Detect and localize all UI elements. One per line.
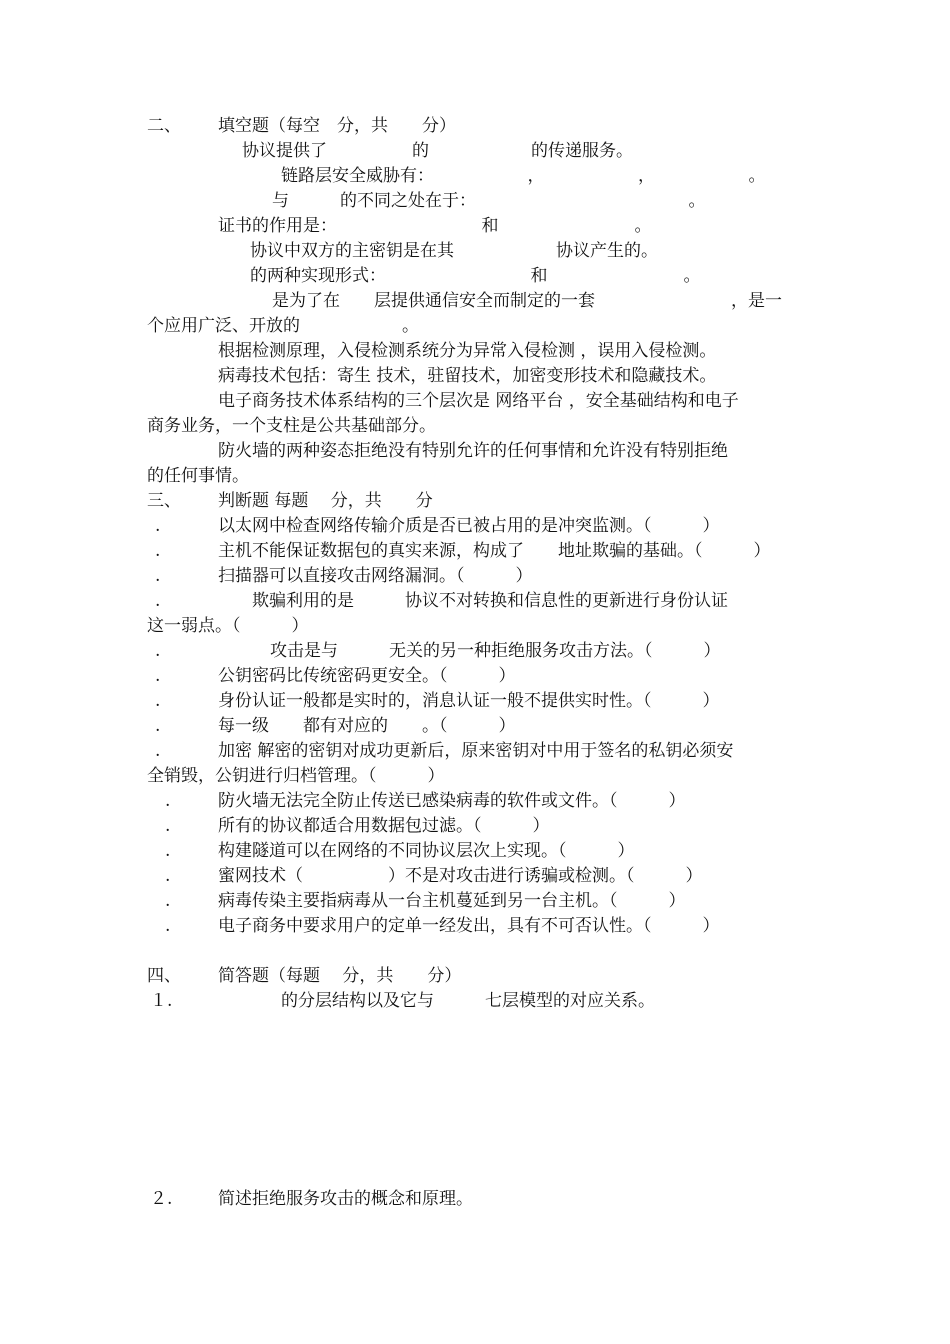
question-number: ２. xyxy=(150,1189,173,1209)
section-number: 三、 xyxy=(147,491,181,511)
judge-item-cont: 全销毁，公钥进行归档管理。（ ） xyxy=(147,766,445,786)
judge-item: 蜜网技术（ ）不是对攻击进行诱骗或检测。（ ） xyxy=(218,866,703,886)
item-dot: . xyxy=(155,516,161,536)
section-title: 判断题 每题 分，共 分 xyxy=(218,491,433,511)
judge-item: 攻击是与 无关的另一种拒绝服务攻击方法。（ ） xyxy=(270,641,721,661)
fill-line: 根据检测原理，入侵检测系统分为异常入侵检测 ，误用入侵检测。 xyxy=(218,341,717,361)
item-dot: . xyxy=(165,841,171,861)
item-dot: . xyxy=(155,641,161,661)
fill-line: 商务业务，一个支柱是公共基础部分。 xyxy=(147,416,436,436)
fill-line: 链路层安全威胁有： ， ， 。 xyxy=(281,166,766,186)
fill-line: 是为了在 层提供通信安全而制定的一套 ，是一 xyxy=(272,291,782,311)
fill-line: 证书的作用是： 和 。 xyxy=(218,216,652,236)
item-dot: . xyxy=(165,866,171,886)
judge-item: 以太网中检查网络传输介质是否已被占用的是冲突监测。（ ） xyxy=(218,516,720,536)
section-title: 简答题（每题 分，共 分） xyxy=(218,966,462,986)
item-dot: . xyxy=(165,916,171,936)
section-title: 填空题（每空 分，共 分） xyxy=(218,116,456,136)
section-number: 四、 xyxy=(147,966,181,986)
fill-line: 的两种实现形式： 和 。 xyxy=(250,266,701,286)
item-dot: . xyxy=(155,566,161,586)
judge-item: 构建隧道可以在网络的不同协议层次上实现。（ ） xyxy=(218,841,635,861)
judge-item: 加密 解密的密钥对成功更新后，原来密钥对中用于签名的私钥必须安 xyxy=(218,741,734,761)
item-dot: . xyxy=(155,541,161,561)
item-dot: . xyxy=(155,691,161,711)
judge-item-cont: 这一弱点。（ ） xyxy=(147,616,309,636)
fill-line: 防火墙的两种姿态拒绝没有特别允许的任何事情和允许没有特别拒绝 xyxy=(218,441,728,461)
fill-line: 个应用广泛、开放的 。 xyxy=(147,316,419,336)
judge-item: 每一级 都有对应的 。（ ） xyxy=(218,716,516,736)
judge-item: 电子商务中要求用户的定单一经发出，具有不可否认性。（ ） xyxy=(218,916,720,936)
question-number: １. xyxy=(150,991,173,1011)
item-dot: . xyxy=(155,741,161,761)
judge-item: 病毒传染主要指病毒从一台主机蔓延到另一台主机。（ ） xyxy=(218,891,686,911)
judge-item: 欺骗利用的是 协议不对转换和信息性的更新进行身份认证 xyxy=(252,591,728,611)
judge-item: 所有的协议都适合用数据包过滤。（ ） xyxy=(218,816,550,836)
item-dot: . xyxy=(165,791,171,811)
judge-item: 防火墙无法完全防止传送已感染病毒的软件或文件。（ ） xyxy=(218,791,686,811)
item-dot: . xyxy=(155,666,161,686)
fill-line: 与 的不同之处在于： 。 xyxy=(272,191,706,211)
item-dot: . xyxy=(155,591,161,611)
judge-item: 扫描器可以直接攻击网络漏洞。（ ） xyxy=(218,566,533,586)
item-dot: . xyxy=(165,891,171,911)
section-number: 二、 xyxy=(147,116,181,136)
fill-line: 的任何事情。 xyxy=(147,466,249,486)
question-text: 简述拒绝服务攻击的概念和原理。 xyxy=(218,1189,473,1209)
judge-item: 身份认证一般都是实时的，消息认证一般不提供实时性。（ ） xyxy=(218,691,720,711)
item-dot: . xyxy=(165,816,171,836)
fill-line: 电子商务技术体系结构的三个层次是 网络平台 ，安全基础结构和电子 xyxy=(218,391,739,411)
fill-line: 协议提供了 的 的传递服务。 xyxy=(242,141,633,161)
fill-line: 协议中双方的主密钥是在其 协议产生的。 xyxy=(250,241,658,261)
item-dot: . xyxy=(155,716,161,736)
judge-item: 主机不能保证数据包的真实来源，构成了 地址欺骗的基础。（ ） xyxy=(218,541,771,561)
fill-line: 病毒技术包括：寄生 技术，驻留技术，加密变形技术和隐藏技术。 xyxy=(218,366,717,386)
judge-item: 公钥密码比传统密码更安全。（ ） xyxy=(218,666,516,686)
question-text: 的分层结构以及它与 七层模型的对应关系。 xyxy=(281,991,655,1011)
